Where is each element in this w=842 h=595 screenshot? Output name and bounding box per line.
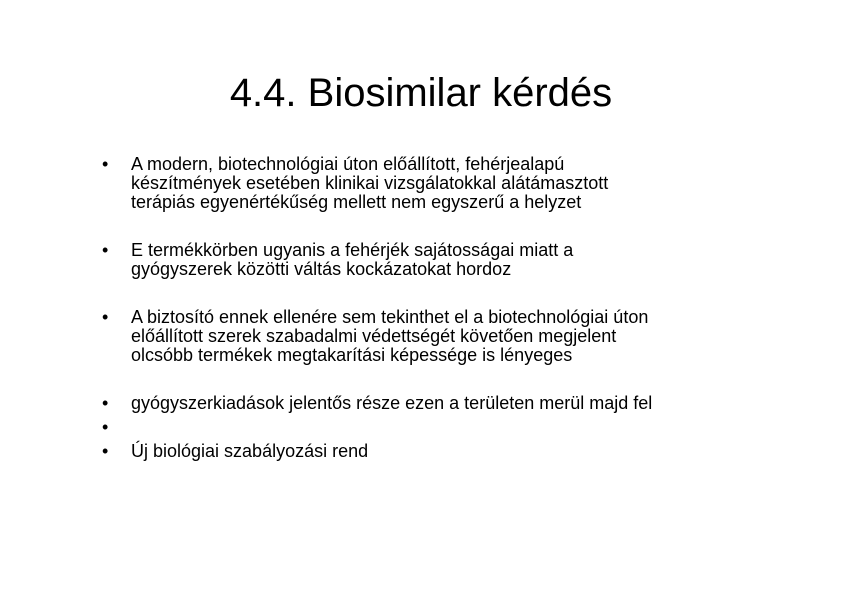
bullet-line: gyógyszerkiadások jelentős része ezen a területen merül majd fel (131, 393, 653, 413)
bullet-dot: • (102, 417, 109, 437)
bullet-line: olcsóbb termékek megtakarítási képessége is lényeges (131, 345, 573, 365)
bullet-item-empty (100, 418, 740, 437)
bullet-line: Új biológiai szabályozási rend (131, 441, 369, 461)
bullet-line: E termékkörben ugyanis a fehérjék sajátosságai miatt a (131, 240, 574, 260)
bullet-item (100, 394, 740, 413)
bullet-item (100, 241, 740, 279)
bullet-line: gyógyszerek közötti váltás kockázatokat hordoz (131, 259, 512, 279)
bullet-item (100, 308, 740, 365)
bullet-dot: • (102, 307, 109, 327)
bullet-line: előállított szerek szabadalmi védettségét követően megjelent (131, 326, 617, 346)
bullet-item (100, 155, 740, 212)
bullet-dot: • (102, 441, 109, 461)
slide-title: 4.4. Biosimilar kérdés (229, 71, 613, 115)
bullet-dot: • (102, 240, 109, 260)
bullet-item (100, 442, 740, 461)
bullet-line: készítmények esetében klinikai vizsgálatokkal alátámasztott (131, 173, 609, 193)
bullet-line: terápiás egyenértékűség mellett nem egyszerű a helyzet (131, 192, 582, 212)
bullet-dot: • (102, 154, 109, 174)
bullet-line: A biztosító ennek ellenére sem tekinthet el a biotechnológiai úton (131, 307, 649, 327)
bullet-dot: • (102, 393, 109, 413)
bullet-line: A modern, biotechnológiai úton előállított, fehérjealapú (131, 154, 565, 174)
bullet-list (100, 155, 740, 461)
